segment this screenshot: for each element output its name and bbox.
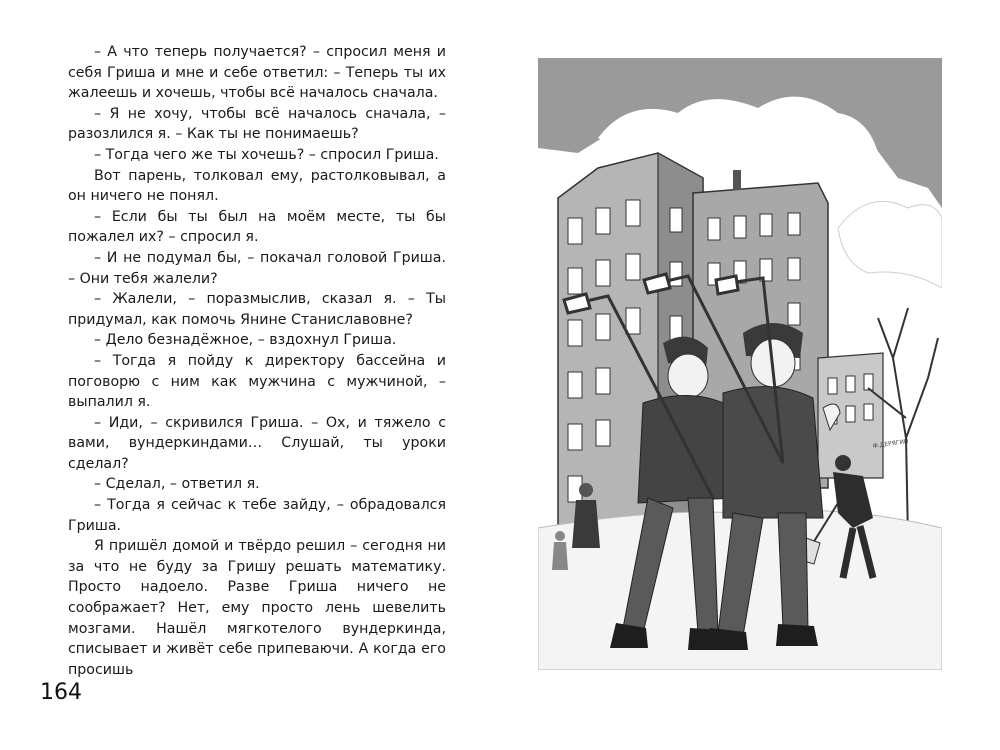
paragraph: – Я не хочу, чтобы всё началось сначала, – разозлился я. – Как ты не понимаешь?: [68, 105, 446, 143]
paragraph: – Жалели, – поразмыслив, сказал я. – Ты придумал, как помочь Янине Станиславовне?: [68, 291, 446, 328]
paragraph: – Иди, – скривился Гриша. – Ох, и тяжело с вами, вундеркиндами… Слушай, ты уроки сделал?: [68, 414, 446, 472]
page-number: 164: [40, 680, 82, 705]
illustrator-signature: Ф.ДЕРЯГИН: [872, 438, 909, 450]
paragraph: – Сделал, – ответил я.: [94, 476, 260, 493]
text-column: [68, 42, 446, 680]
paragraph: Вот парень, толковал ему, растолковывал, а он ничего не понял.: [68, 167, 446, 205]
illustration: [538, 58, 942, 670]
paragraph: – Если бы ты был на моём месте, ты бы пожалел их? – спросил я.: [68, 208, 446, 246]
paragraph: – Тогда чего же ты хочешь? – спросил Гриша.: [94, 146, 439, 163]
courtyard-illustration: [538, 58, 942, 670]
paragraph: – А что теперь получается? – спросил меня и себя Гриша и мне и себе ответил: – Теперь ты их жалеешь и хочешь, чтобы всё началось сначала.: [68, 44, 446, 102]
paragraph: – Дело безнадёжное, – вздохнул Гриша.: [94, 332, 397, 349]
paragraph: – Тогда я сейчас к тебе зайду, – обрадовался Гриша.: [68, 497, 446, 534]
paragraph: – Тогда я пойду к директору бассейна и поговорю с ним как мужчина с мужчиной, – выпалил я.: [68, 352, 446, 411]
paragraph: Я пришёл домой и твёрдо решил – сегодня ни за что не буду за Гришу решать математику. Просто надоело. Разве Гриша ничего не соображает? Нет, ему просто лень шевелить мозгами. Нашёл мягкотелого вундеркинда, списывает и живёт себе припеваючи. А когда его просишь: [68, 538, 446, 678]
paragraph: – И не подумал бы, – покачал головой Гриша. – Они тебя жалели?: [68, 249, 446, 287]
